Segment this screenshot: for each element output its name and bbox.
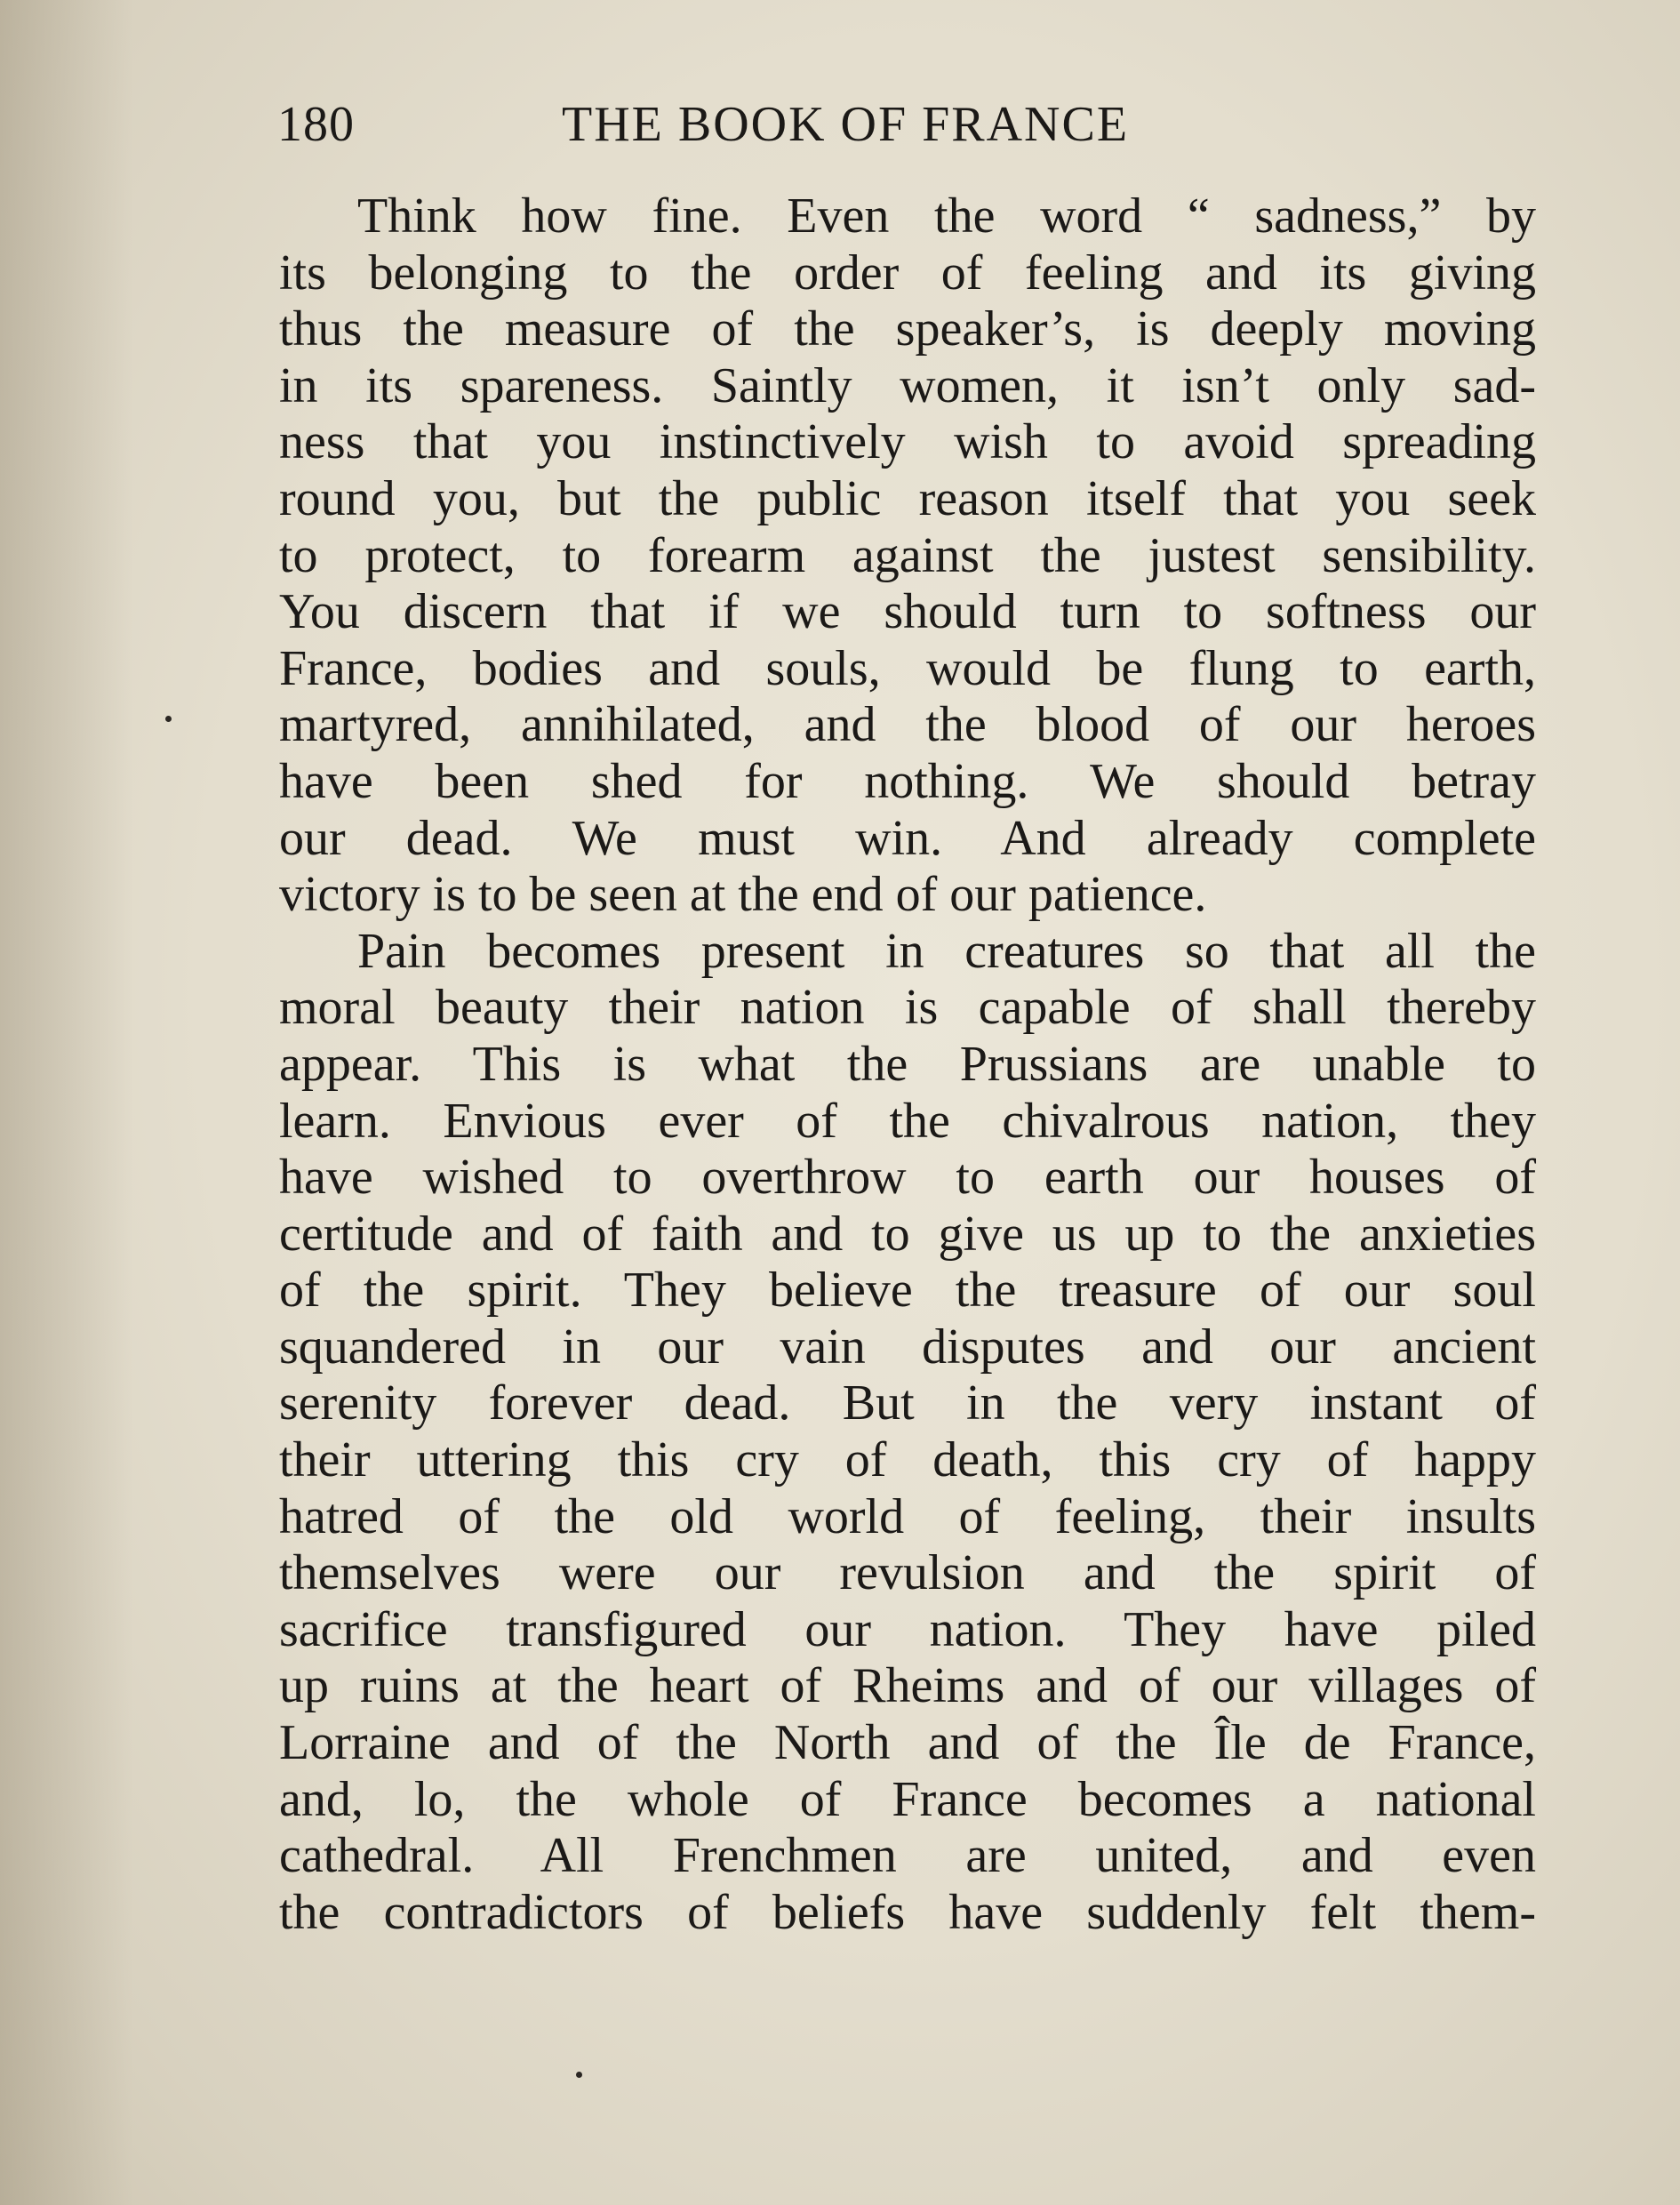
- text-line: France, bodies and souls, would be flung to earth,: [279, 640, 1536, 696]
- text-line: the contradictors of beliefs have suddenly felt them-: [279, 1884, 1536, 1940]
- text-line: themselves were our revulsion and the spirit of: [279, 1545, 1536, 1601]
- paper-speck: [165, 716, 172, 722]
- text-line: thus the measure of the speaker’s, is deeply moving: [279, 301, 1536, 357]
- text-line: martyred, annihilated, and the blood of our heroes: [279, 697, 1536, 753]
- text-line: to protect, to forearm against the justest sensibility.: [279, 527, 1536, 583]
- text-line: round you, but the public reason itself that you seek: [279, 470, 1536, 526]
- text-line: Pain becomes present in creatures so that all the: [357, 923, 1536, 979]
- text-line: serenity forever dead. But in the very instant of: [279, 1375, 1536, 1431]
- text-line: hatred of the old world of feeling, their insults: [279, 1488, 1536, 1544]
- text-line: of the spirit. They believe the treasure of our soul: [279, 1263, 1536, 1319]
- text-line: our dead. We must win. And already complete: [279, 810, 1536, 866]
- text-line: have been shed for nothing. We should betray: [279, 753, 1536, 809]
- page-gutter-shadow: [0, 0, 133, 2205]
- text-line: victory is to be seen at the end of our patience.: [279, 867, 1207, 923]
- text-line: sacrifice transfigured our nation. They have piled: [279, 1601, 1536, 1657]
- text-line: their uttering this cry of death, this cry of happy: [279, 1432, 1536, 1488]
- text-line: You discern that if we should turn to softness our: [279, 584, 1536, 640]
- page-number: 180: [277, 97, 355, 152]
- text-line: appear. This is what the Prussians are unable to: [279, 1036, 1536, 1092]
- page-header: [277, 89, 1255, 160]
- text-line: in its spareness. Saintly women, it isn’t only sad-: [279, 357, 1536, 413]
- text-line: moral beauty their nation is capable of shall thereby: [279, 980, 1536, 1036]
- text-line: up ruins at the heart of Rheims and of our villages of: [279, 1658, 1536, 1714]
- text-line: cathedral. All Frenchmen are united, and even: [279, 1828, 1536, 1884]
- text-line: have wished to overthrow to earth our houses of: [279, 1150, 1536, 1206]
- text-line: squandered in our vain disputes and our ancient: [279, 1319, 1536, 1375]
- text-line: learn. Envious ever of the chivalrous nation, they: [279, 1093, 1536, 1149]
- text-line: Lorraine and of the North and of the Île de France,: [279, 1715, 1536, 1771]
- paper-speck: [576, 2072, 582, 2078]
- body-text: [279, 188, 1536, 1941]
- text-line: and, lo, the whole of France becomes a national: [279, 1771, 1536, 1827]
- text-line: ness that you instinctively wish to avoid spreading: [279, 414, 1536, 470]
- text-line: Think how fine. Even the word “ sadness,” by: [357, 188, 1536, 244]
- text-line: certitude and of faith and to give us up to the anxieties: [279, 1206, 1536, 1262]
- text-line: its belonging to the order of feeling and its giving: [279, 245, 1536, 301]
- running-head: THE BOOK OF FRANCE: [562, 97, 1130, 152]
